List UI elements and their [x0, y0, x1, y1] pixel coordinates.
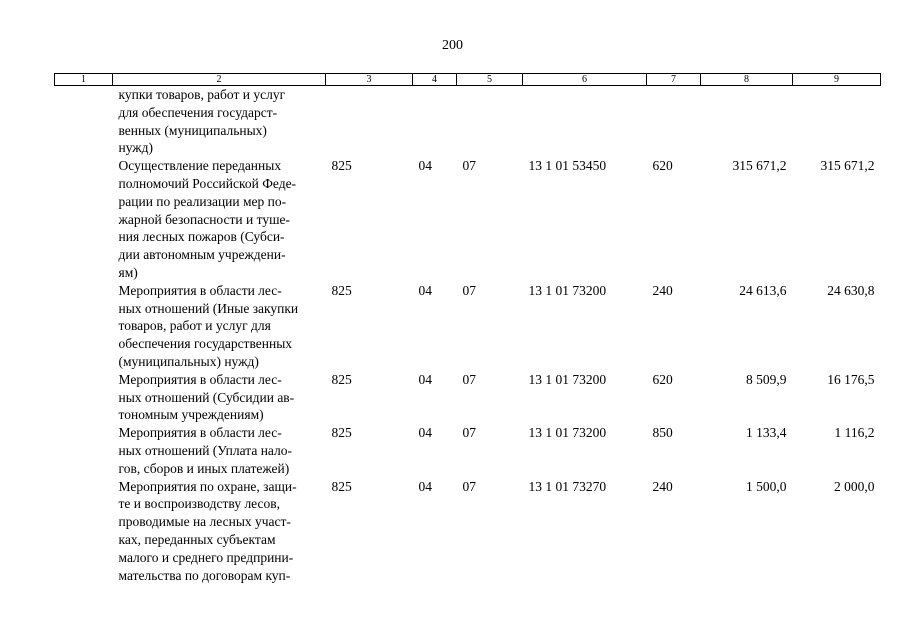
- header-col-4: 4: [413, 74, 457, 86]
- section-code-cell: 04: [418, 282, 432, 298]
- description-cell: [113, 157, 326, 282]
- target-article-cell: 13 1 01 73270: [528, 478, 607, 494]
- subsection-code-cell: [457, 86, 523, 158]
- description-line: ных отношений (Иные закупки: [118, 300, 299, 316]
- subsection-code-cell: 07: [462, 282, 476, 298]
- header-col-2: 2: [113, 74, 326, 86]
- description-line: Мероприятия в области лес-: [118, 425, 282, 441]
- empty-number-cell: [55, 424, 113, 477]
- header-col-5: 5: [457, 74, 523, 86]
- description-line: ния лесных пожаров (Субси-: [118, 229, 285, 245]
- description-line: дии автономным учреждени-: [118, 247, 286, 263]
- amount-year1-cell: 8 509,9: [746, 371, 787, 387]
- table-row: [55, 282, 881, 371]
- expense-type-cell: [647, 86, 701, 158]
- description-line: рации по реализации мер по-: [118, 193, 287, 209]
- ministry-code-cell: 825: [331, 282, 352, 298]
- description-line: товаров, работ и услуг для: [118, 318, 271, 334]
- subsection-code-cell: 07: [462, 371, 476, 387]
- table-row: [55, 371, 881, 424]
- ministry-code-cell: 825: [331, 478, 352, 494]
- table-row: [55, 478, 881, 585]
- empty-number-cell: [55, 157, 113, 282]
- expense-type-cell: 240: [652, 282, 673, 298]
- table-body: [55, 86, 881, 585]
- description-line: купки товаров, работ и услуг: [118, 87, 286, 102]
- expense-type-cell: 240: [652, 478, 673, 494]
- header-col-3: 3: [326, 74, 413, 86]
- section-code-cell: 04: [418, 478, 432, 494]
- description-line: полномочий Российской Феде-: [118, 175, 297, 191]
- description-line: жарной безопасности и туше-: [118, 211, 290, 227]
- description-line: ям): [118, 264, 138, 280]
- description-cell: [113, 424, 326, 477]
- empty-number-cell: [55, 282, 113, 371]
- target-article-cell: 13 1 01 73200: [528, 371, 607, 387]
- description-line: для обеспечения государст-: [118, 104, 278, 120]
- expense-type-cell: 620: [652, 158, 673, 174]
- amount-year2-cell: 1 116,2: [834, 425, 875, 441]
- target-article-cell: [523, 86, 647, 158]
- ministry-code-cell: 825: [331, 425, 352, 441]
- budget-table: [54, 73, 881, 584]
- description-line: гов, сборов и иных платежей): [118, 460, 290, 476]
- description-line: ных отношений (Субсидии ав-: [118, 389, 295, 405]
- description-line: малого и среднего предприни-: [118, 549, 294, 565]
- description-cell: [113, 86, 326, 158]
- amount-year2-cell: [793, 86, 881, 158]
- description-line: мательства по договорам куп-: [118, 567, 291, 583]
- table-row: [55, 157, 881, 282]
- description-line: обеспечения государственных: [118, 336, 293, 352]
- expense-type-cell: 620: [652, 371, 673, 387]
- amount-year1-cell: 24 613,6: [739, 282, 787, 298]
- amount-year1-cell: 315 671,2: [732, 158, 787, 174]
- subsection-code-cell: 07: [462, 478, 476, 494]
- description-line: тономным учреждениям): [118, 407, 264, 423]
- target-article-cell: 13 1 01 73200: [528, 282, 607, 298]
- amount-year2-cell: 16 176,5: [827, 371, 875, 387]
- subsection-code-cell: 07: [462, 425, 476, 441]
- empty-number-cell: [55, 86, 113, 158]
- table-row: [55, 424, 881, 477]
- target-article-cell: 13 1 01 73200: [528, 425, 607, 441]
- description-line: Мероприятия в области лес-: [118, 282, 282, 298]
- description-line: Мероприятия в области лес-: [118, 371, 282, 387]
- ministry-code-cell: [326, 86, 413, 158]
- ministry-code-cell: 825: [331, 371, 352, 387]
- table-header: [55, 74, 881, 86]
- amount-year1-cell: [701, 86, 793, 158]
- header-col-7: 7: [647, 74, 701, 86]
- section-code-cell: 04: [418, 425, 432, 441]
- page-number: 200: [442, 38, 463, 53]
- header-row: [55, 74, 881, 86]
- description-line: Мероприятия по охране, защи-: [118, 478, 297, 494]
- header-col-9: 9: [793, 74, 881, 86]
- section-code-cell: 04: [418, 158, 432, 174]
- description-line: ках, переданных субъектам: [118, 531, 276, 547]
- empty-number-cell: [55, 371, 113, 424]
- description-cell: [113, 282, 326, 371]
- description-line: ных отношений (Уплата нало-: [118, 442, 293, 458]
- description-line: венных (муниципальных): [118, 122, 267, 138]
- header-col-8: 8: [701, 74, 793, 86]
- expense-type-cell: 850: [652, 425, 673, 441]
- amount-year2-cell: 315 671,2: [820, 158, 875, 174]
- subsection-code-cell: 07: [462, 158, 476, 174]
- amount-year1-cell: 1 133,4: [746, 425, 787, 441]
- target-article-cell: 13 1 01 53450: [528, 158, 607, 174]
- empty-number-cell: [55, 478, 113, 585]
- section-code-cell: 04: [418, 371, 432, 387]
- section-code-cell: [413, 86, 457, 158]
- description-line: проводимые на лесных участ-: [118, 514, 291, 530]
- amount-year2-cell: 2 000,0: [834, 478, 875, 494]
- description-cell: [113, 478, 326, 585]
- description-line: Осуществление переданных: [118, 158, 282, 174]
- description-line: те и воспроизводству лесов,: [118, 496, 281, 512]
- description-line: нужд): [118, 140, 153, 156]
- table-row: [55, 86, 881, 158]
- description-line: (муниципальных) нужд): [118, 353, 259, 369]
- ministry-code-cell: 825: [331, 158, 352, 174]
- amount-year2-cell: 24 630,8: [827, 282, 875, 298]
- amount-year1-cell: 1 500,0: [746, 478, 787, 494]
- header-col-6: 6: [523, 74, 647, 86]
- header-col-1: 1: [55, 74, 113, 86]
- description-cell: [113, 371, 326, 424]
